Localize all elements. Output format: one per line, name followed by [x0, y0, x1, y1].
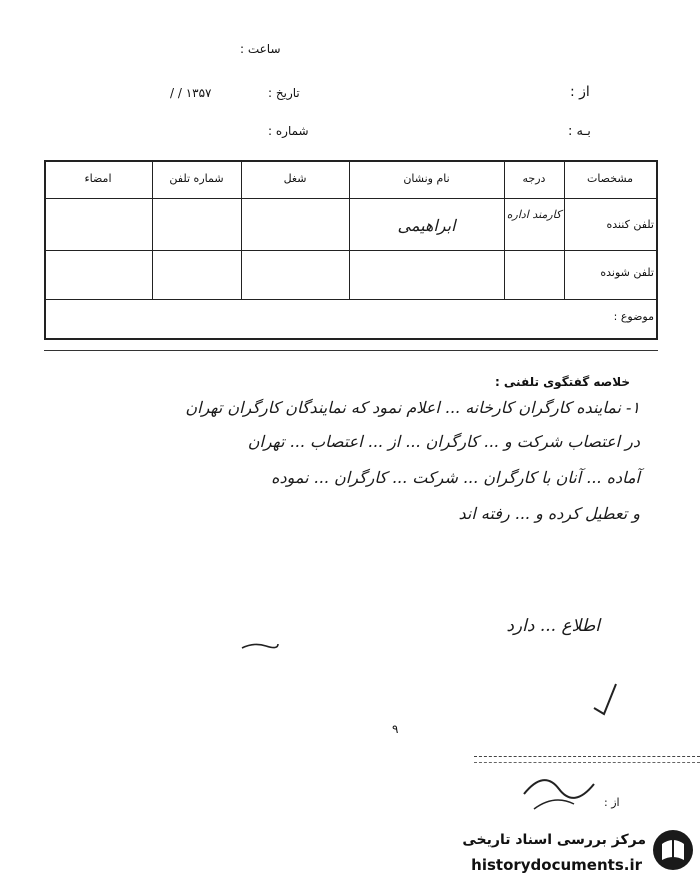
summary-line-2: در اعتصاب شرکت و ... کارگران ... از ... اعتصاب ... تهران: [247, 432, 640, 451]
subject-label: موضوع :: [613, 310, 654, 323]
col-name: نام ونشان: [403, 172, 450, 185]
separator-line: [44, 350, 658, 351]
handwritten-note: اطلاع ... دارد: [506, 616, 600, 636]
date-label: تاریخ :: [268, 86, 300, 100]
col-signature: امضاء: [84, 172, 112, 185]
to-label: بـه :: [568, 124, 591, 139]
check-mark: [590, 680, 620, 720]
call-form-table: [44, 160, 658, 339]
summary-line-3: آماده ... آنان با کارگران ... شرکت ... کارگران ... نموده: [271, 468, 640, 487]
col-rank: درجه: [522, 172, 546, 185]
date-value: / / ۱۳۵۷: [170, 86, 212, 100]
handwritten-mark: [240, 636, 280, 656]
caller-rank: کارمند اداره: [506, 208, 562, 221]
watermark: [420, 806, 700, 885]
watermark-title: مرکز بررسی اسناد تاریخی: [458, 832, 650, 848]
caller-name: ابراهیمی: [397, 216, 456, 235]
col-specs: مشخصات: [586, 172, 634, 185]
from-label: از :: [570, 84, 590, 100]
row-caller-label: تلفن کننده: [606, 218, 654, 231]
number-label: شماره :: [268, 124, 309, 138]
summary-line-4: و تعطیل کرده و ... رفته اند: [458, 504, 640, 523]
time-label: ساعت :: [240, 42, 281, 56]
row-callee-label: تلفن شونده: [600, 266, 654, 279]
watermark-logo-icon: [650, 824, 696, 876]
stamp-from-label: از :: [604, 796, 620, 809]
watermark-url: historydocuments.ir: [467, 856, 646, 874]
summary-heading: خلاصه گفتگوی تلفنی :: [494, 375, 630, 389]
page-number: ۹: [392, 722, 399, 736]
col-phone: شماره تلفن: [169, 172, 224, 185]
col-job: شغل: [283, 172, 307, 185]
summary-line-1: ۱- نماینده کارگران کارخانه ... اعلام نمود که نمایندگان کارگران تهران: [185, 398, 640, 417]
